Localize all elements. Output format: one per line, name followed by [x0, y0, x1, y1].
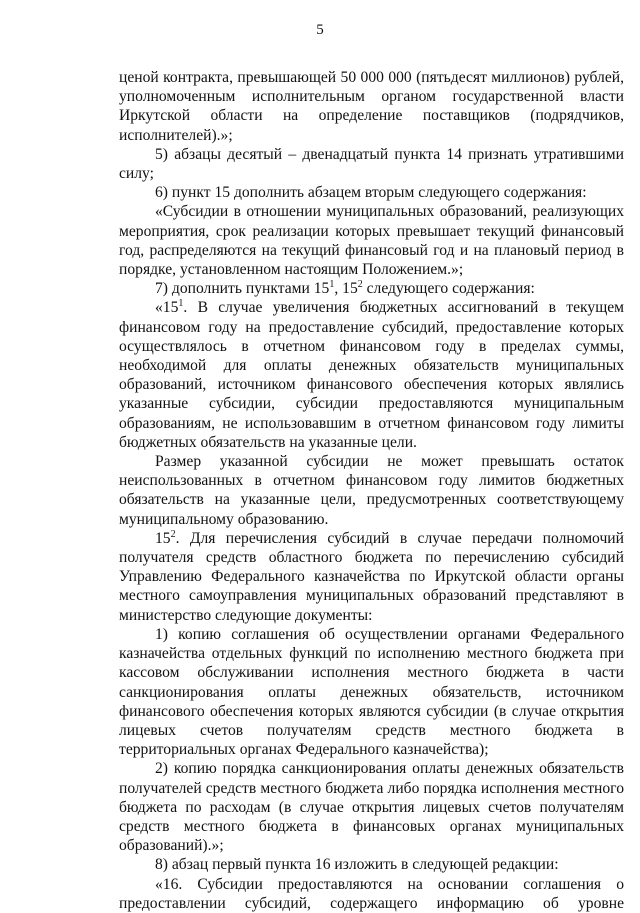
paragraph-document-1: 1) копию соглашения об осуществлении органами Федерального казначейства отдельных функций по исполнению местного бюджета при кассовом обслуживании исполнения местного бюджета в части санкционирования оплаты денежных обязательств, источником финансового обеспечения которых являются субсидии (в случае открытия лицевых счетов получателям средств местного бюджета в территориальных органах Федерального казначейства);: [119, 625, 624, 759]
item-7-superscript-2: 2: [357, 279, 363, 291]
paragraph-contract-price: ценой контракта, превышающей 50 000 000 (пятьдесят миллионов) рублей, уполномоченным исполнительным органом государственной власти Иркутской области на определение поставщиков (подрядчиков, исполнителей).»;: [119, 69, 624, 144]
paragraph-subsidy-size: Размер указанной субсидии не может превышать остаток неиспользованных в отчетном финансовом году лимитов бюджетных обязательств на указанные цели, предусмотренных соответствующему муниципальному образованию.: [119, 453, 624, 528]
page-number: 5: [316, 22, 324, 38]
paragraph-15-2: [119, 529, 624, 625]
paragraph-item-5: 5) абзацы десятый – двенадцатый пункта 14 признать утратившими силу;: [119, 145, 624, 183]
clause-15-1-text: . В случае увеличения бюджетных ассигнований в текущем финансовом году на предоставление субсидий, предоставление которых осуществлялось в отчетном финансовом году в пределах суммы, необходимой для оплаты денежных обязательств муниципальных образований, источником финансового обеспечения которых являлись указанные субсидии, субсидии предоставляются муниципальным образованиям, не использовавшим в отчетном финансовом году лимиты бюджетных обязательств на указанные цели.: [119, 299, 624, 451]
paragraph-subsidies-quote: «Субсидии в отношении муниципальных образований, реализующих мероприятия, срок реализации которых превышает текущий финансовый год, распределяются на текущий финансовый год и на плановый период в порядке, установленном настоящим Положением.»;: [119, 203, 624, 279]
paragraph-item-6: 6) пункт 15 дополнить абзацем вторым следующего содержания:: [155, 184, 587, 202]
document-body: [119, 68, 624, 913]
item-7-text-start: 7) дополнить пунктами 15: [155, 280, 330, 298]
paragraph-15-1: [119, 298, 624, 452]
clause-15-1-number: «15: [155, 299, 179, 317]
paragraph-item-7: [119, 279, 624, 298]
clause-15-1-superscript: 1: [178, 298, 184, 310]
clause-15-2-superscript: 2: [170, 528, 176, 540]
paragraph-clause-16: «16. Субсидии предоставляются на основании соглашения о предоставлении субсидий, содержащего информацию об уровне: [119, 875, 624, 912]
paragraph-document-2: 2) копию порядка санкционирования оплаты денежных обязательств получателей средств местного бюджета либо порядка исполнения местного бюджета по расходам (в случае открытия лицевых счетов получателям средств местного бюджета в финансовых органах муниципальных образований).»;: [119, 760, 624, 855]
clause-15-2-text: . Для перечисления субсидий в случае передачи полномочий получателя средств областного бюджета по перечислению субсидий Управлению Федерального казначейства по Иркутской области органы местного самоуправления муниципальных образований представляют в министерство следующие документы:: [119, 529, 624, 624]
item-7-text-end: следующего содержания:: [362, 280, 535, 298]
paragraph-item-8: 8) абзац первый пункта 16 изложить в следующей редакции:: [155, 856, 559, 874]
item-7-text-middle: , 15: [334, 280, 358, 298]
item-7-superscript-1: 1: [329, 279, 335, 291]
clause-15-2-number: 15: [155, 529, 171, 547]
